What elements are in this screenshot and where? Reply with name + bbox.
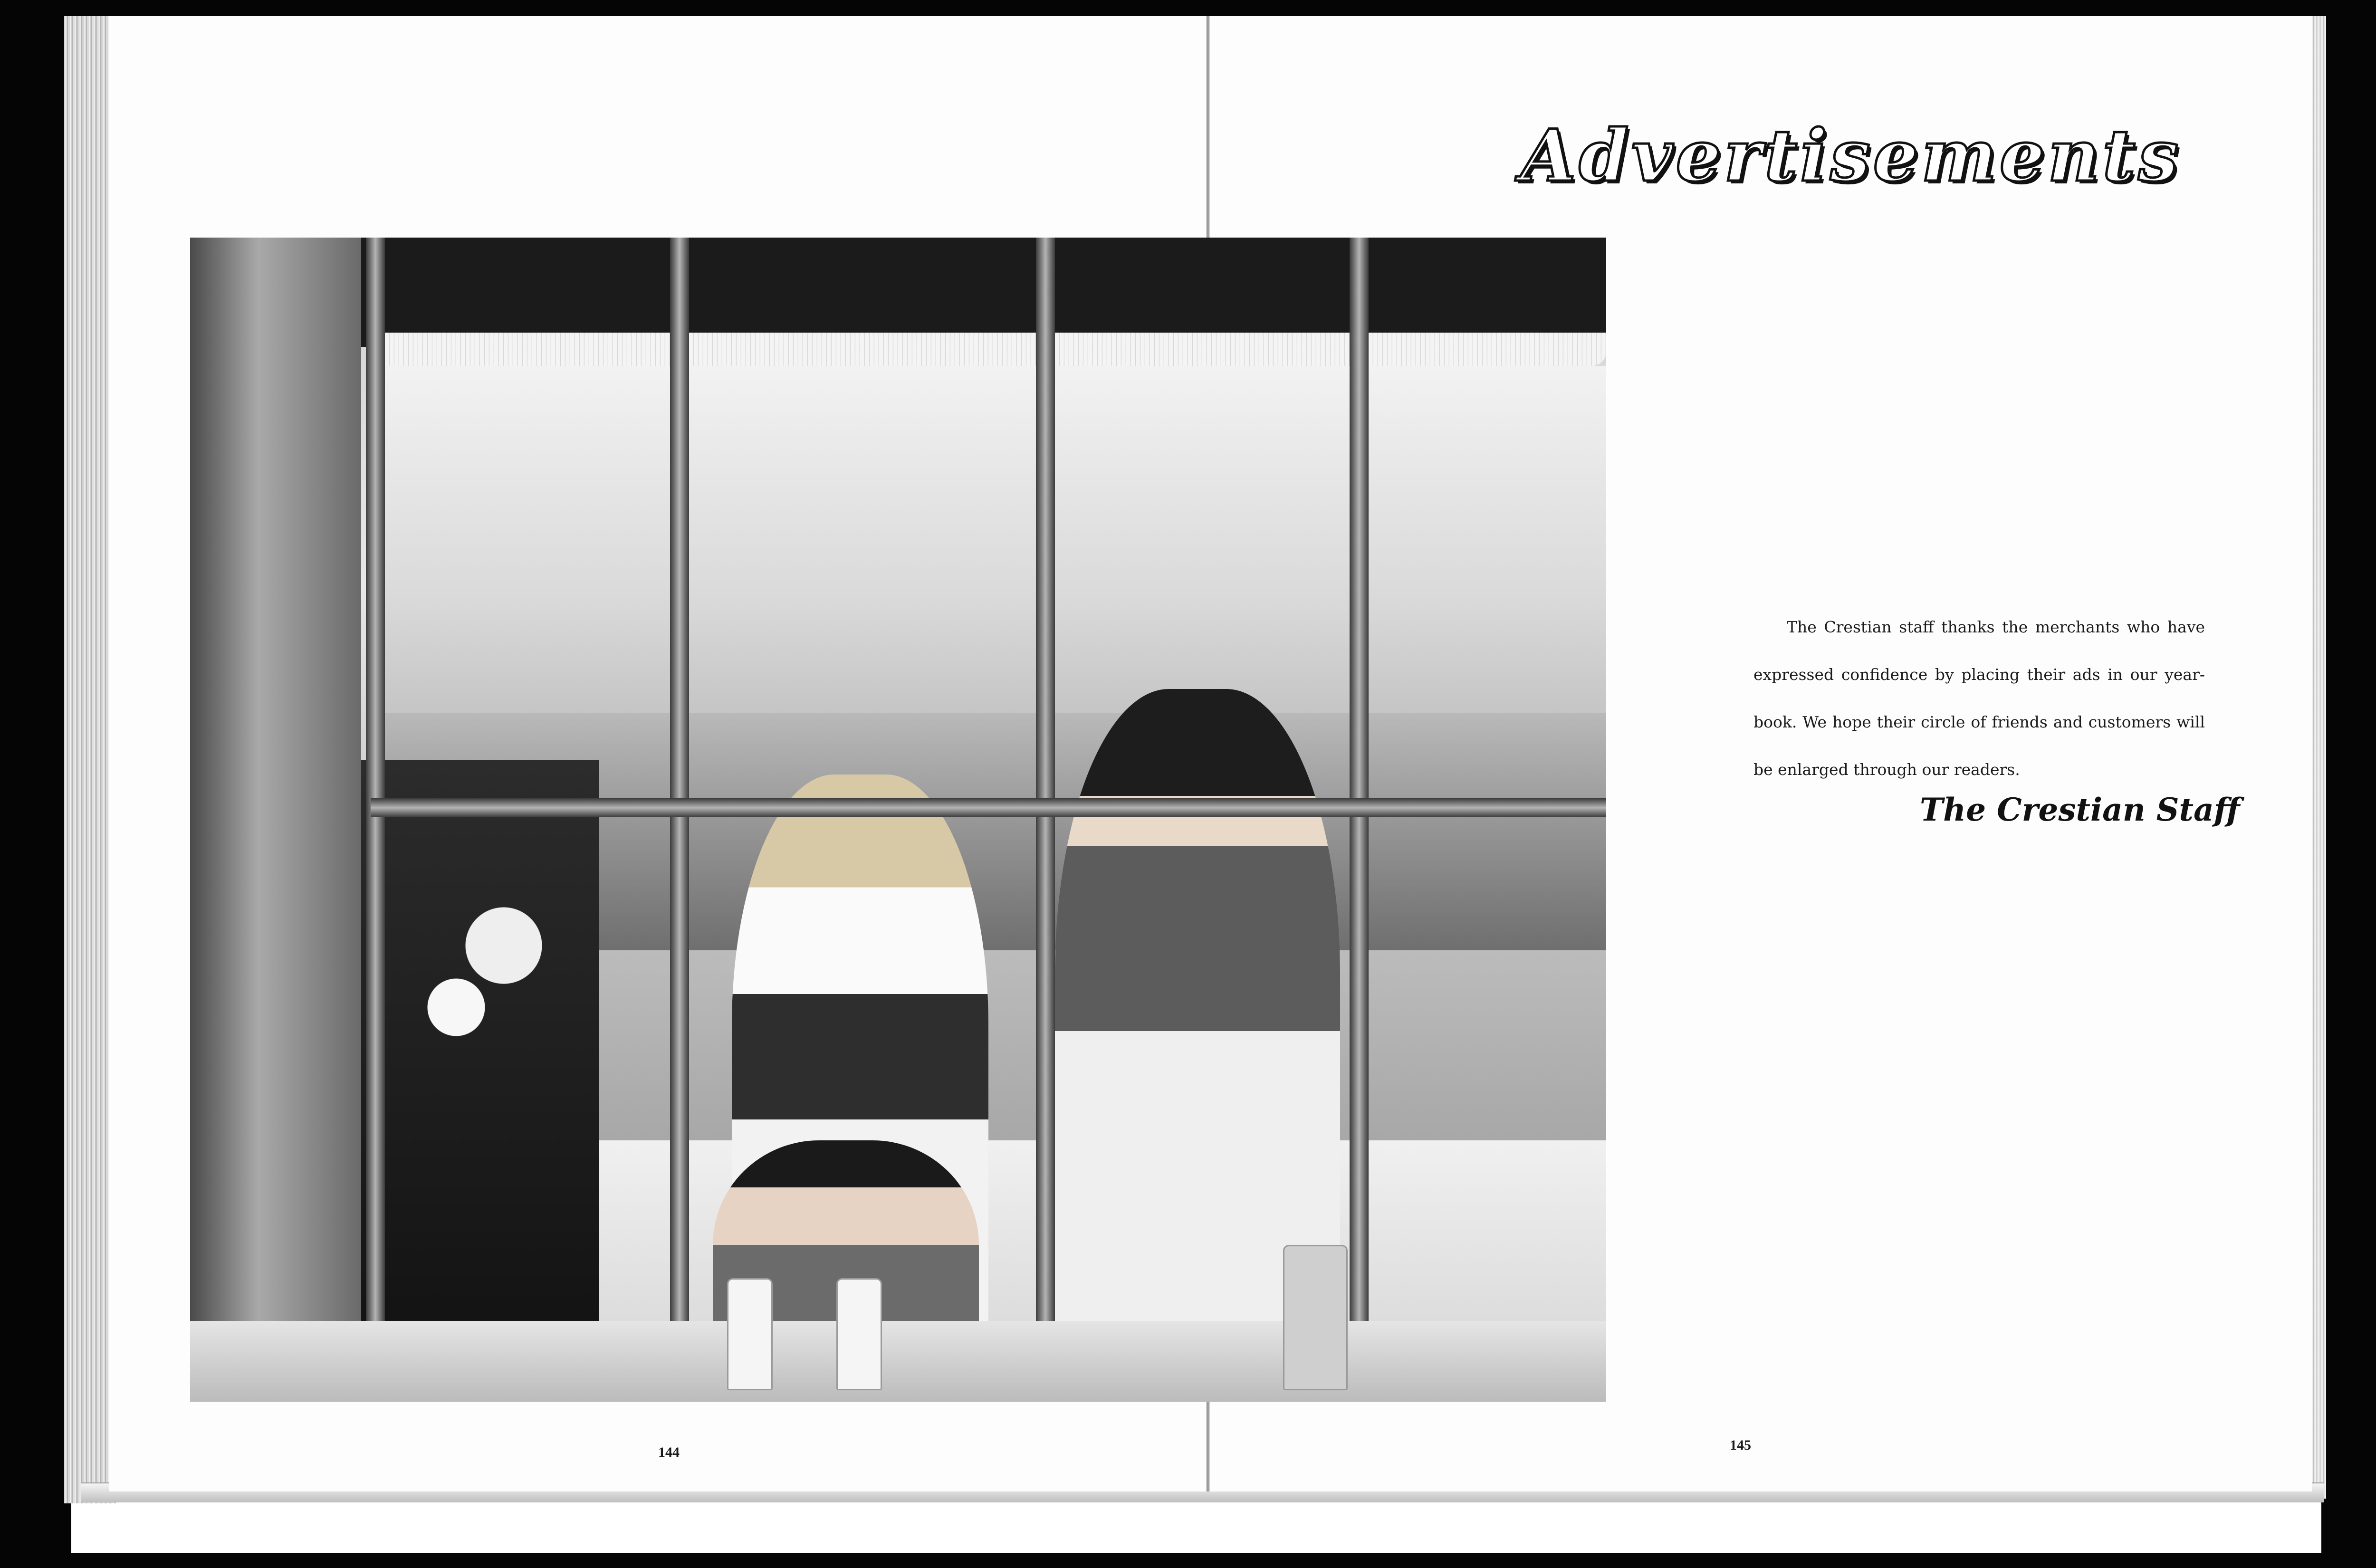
- window-mullion: [1036, 238, 1055, 1402]
- window-mullion: [1350, 238, 1369, 1402]
- storefront-photograph: [190, 238, 1606, 1402]
- page-title: Advertisements: [1521, 114, 2181, 198]
- intro-paragraph-text: The Crestian staff thanks the merchants who have expressed confidence by placing their ads in our year-book. We hope their circle of friends and customers will be enlarged through our readers.: [1753, 618, 2205, 779]
- photo-display-counter: [190, 1321, 1606, 1402]
- scan-border-bottom: [0, 1553, 2376, 1568]
- photo-shop-wall: [190, 238, 361, 1402]
- intro-paragraph: [1753, 603, 2205, 794]
- photo-perfume-bottle: [1283, 1245, 1348, 1390]
- scan-border-right: [2321, 0, 2376, 1568]
- window-mullion: [670, 238, 689, 1402]
- window-mullion: [366, 238, 385, 1402]
- page-stack-left: [64, 16, 116, 1503]
- photo-awning-fringe: [371, 333, 1606, 366]
- page-number-right: 145: [1730, 1437, 1751, 1453]
- photo-lotion-bottle: [727, 1278, 773, 1390]
- scan-border-left: [0, 0, 71, 1568]
- window-transom: [371, 798, 1606, 817]
- photo-flower-display: [361, 760, 599, 1378]
- scan-border-top: [0, 0, 2376, 16]
- photo-awning: [190, 238, 1606, 347]
- photo-lotion-bottle: [836, 1278, 882, 1390]
- staff-signature: The Crestian Staff: [1920, 791, 2240, 828]
- page-number-left: 144: [658, 1444, 680, 1460]
